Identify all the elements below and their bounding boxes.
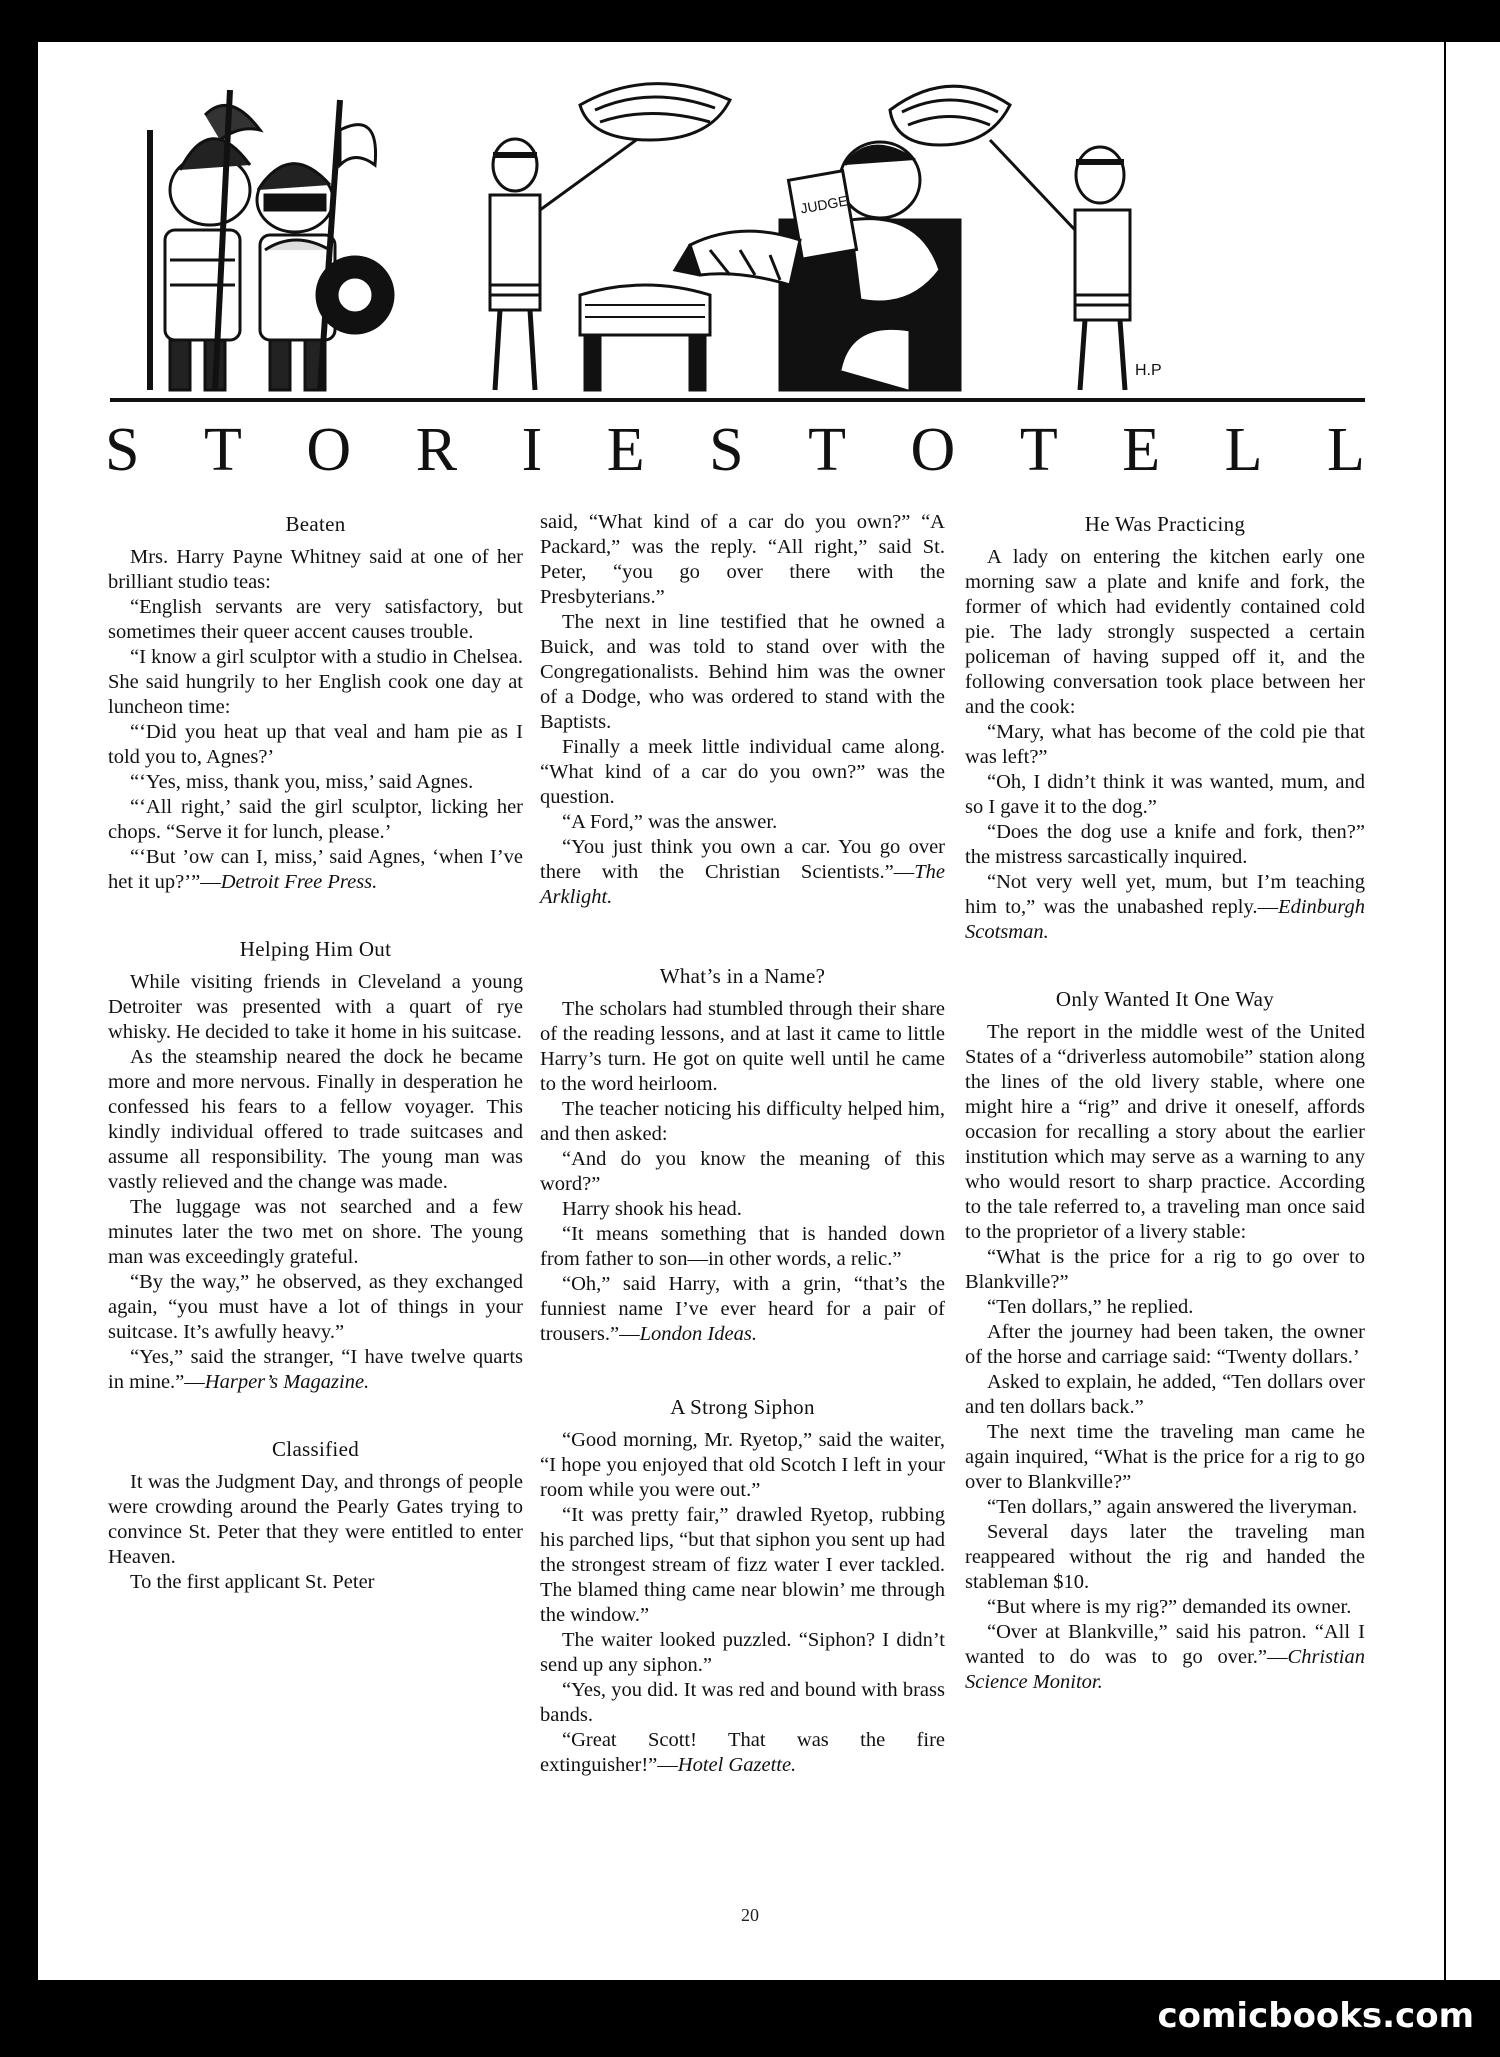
page-number: 20 [741,1905,759,1925]
source-credit: Edinburgh Scotsman. [965,896,1365,943]
paragraph: Finally a meek little individual came along. “What kind of a car do you own?” was the question. [540,736,945,808]
title-letter: T [808,415,846,484]
paragraph: “It means something that is handed down from father to son—in other words, a relic.” [540,1223,945,1270]
judge-magazine-label: JUDGE [799,192,849,217]
column-1 [108,512,523,1595]
column-3 [965,512,1365,1695]
paragraph [965,1620,1365,1695]
paragraph: “‘All right,’ said the girl sculptor, licking her chops. “Serve it for lunch, please.’ [108,796,523,843]
story-title-oneway: Only Wanted It One Way [1055,987,1275,1011]
paragraph: “Oh, I didn’t think it was wanted, mum, and so I gave it to the dog.” [965,771,1365,818]
story-title-name: What’s in a Name? [659,964,826,988]
paragraph: “Yes, you did. It was red and bound with brass bands. [540,1679,945,1726]
paragraph: To the first applicant St. Peter [130,1571,375,1593]
paragraph: “Good morning, Mr. Ryetop,” said the waiter, “I hope you enjoyed that old Scotch I left in your room while you were out.” [540,1429,945,1501]
header-illustration [90,70,1370,405]
paragraph: Asked to explain, he added, “Ten dollars over and ten dollars back.” [965,1371,1365,1418]
paragraph: “A Ford,” was the answer. [562,811,778,833]
title-letter: T [1019,415,1058,484]
story-title-beaten: Beaten [285,512,346,536]
paragraph-text: “Over at Blankville,” said his patron. “All I wanted to do was to go over.”— [965,1621,1365,1668]
reading-man-figure [675,86,1010,390]
column-2 [540,510,945,1778]
paragraph: The luggage was not searched and a few minutes later the two met on shore. The young man was exceedingly grateful. [108,1196,523,1268]
paragraph: As the steamship neared the dock he became more and more nervous. Finally in desperation he confessed his fears to a fellow voyager. This kindly individual offered to trade suitcases and assume all responsibility. The young man was vastly relieved and the change was made. [108,1046,523,1193]
paragraph: “I know a girl sculptor with a studio in Chelsea. She said hungrily to her English cook one day at luncheon time: [108,646,523,718]
paragraph: “What is the price for a rig to go over to Blankville?” [965,1246,1365,1293]
paragraph: Harry shook his head. [562,1198,742,1220]
attendant-right-figure [990,140,1130,390]
paragraph [965,870,1365,945]
story-title-classified: Classified [272,1437,359,1461]
title-letter: O [306,415,352,484]
paragraph: said, “What kind of a car do you own?” “A Packard,” was the reply. “All right,” said St. Peter, “you go over there with the Presbyterians.” [540,511,945,608]
paragraph: “And do you know the meaning of this word?” [540,1148,945,1195]
title-letter: T [204,415,242,484]
story-title-helping: Helping Him Out [239,937,392,961]
source-credit: The Arklight. [540,861,945,908]
paragraph-text: “You just think you own a car. You go over there with the Christian Scientists.”— [540,836,945,883]
paragraph: Several days later the traveling man reappeared without the rig and handed the stableman $10. [965,1521,1365,1593]
paragraph-text: “Yes,” said the stranger, “I have twelve quarts in mine.”— [108,1346,523,1393]
story-title-siphon: A Strong Siphon [670,1395,815,1419]
story-title-practicing: He Was Practicing [1084,512,1246,536]
title-letter: L [1326,415,1365,484]
paragraph: “Mary, what has become of the cold pie that was left?” [965,721,1365,768]
paragraph: While visiting friends in Cleveland a young Detroiter was presented with a quart of rye whisky. He decided to take it home in his suitcase. [108,971,523,1043]
paragraph: After the journey had been taken, the owner of the horse and carriage said: “Twenty dollars.’ [965,1321,1365,1368]
source-credit: Hotel Gazette. [677,1754,797,1776]
paragraph: The teacher noticing his difficulty helped him, and then asked: [540,1098,945,1145]
paragraph: A lady on entering the kitchen early one morning saw a plate and knife and fork, the former of which had evidently contained cold pie. The lady strongly suspected a certain policeman of having supped off it, and the following conversation took place between her and the cook: [965,546,1365,718]
watermark[interactable]: comicbooks.com [1157,1996,1474,2036]
paragraph [540,1272,945,1347]
paragraph: The scholars had stumbled through their share of the reading lessons, and at last it came to little Harry’s turn. He got on quite well until he came to the word heirloom. [540,998,945,1095]
soldiers-figure [150,90,393,390]
paragraph-text: “Oh,” said Harry, with a grin, “that’s the funniest name I’ve ever heard for a pair of trousers.”— [540,1273,945,1345]
title-letter: S [105,415,140,484]
title-letter: L [1224,415,1263,484]
title-letter: O [910,415,956,484]
paragraph: “But where is my rig?” demanded its owner. [987,1596,1352,1618]
paragraph: “English servants are very satisfactory, but sometimes their queer accent causes trouble. [108,596,523,643]
paragraph-text: “‘But ’ow can I, miss,’ said Agnes, ‘when I’ve het it up?’”— [108,846,523,893]
paragraph: “Ten dollars,” again answered the liveryman. [987,1496,1358,1518]
paragraph: It was the Judgment Day, and throngs of people were crowding around the Pearly Gates trying to convince St. Peter that they were entitled to enter Heaven. [108,1471,523,1568]
next-page-edge [1446,42,1500,1980]
paragraph: The next in line testified that he owned a Buick, and was told to stand over with the Congregationalists. Behind him was the owner of a Dodge, who was ordered to stand with the Baptists. [540,611,945,733]
paragraph [540,1728,945,1778]
paragraph: Mrs. Harry Payne Whitney said at one of her brilliant studio teas: [108,546,523,593]
title-letter: E [1122,415,1161,484]
paragraph: “‘Yes, miss, thank you, miss,’ said Agnes. [130,771,474,793]
paragraph [108,1345,523,1395]
source-credit: Harper’s Magazine. [204,1371,370,1393]
paragraph: “‘Did you heat up that veal and ham pie as I told you to, Agnes?’ [108,721,523,768]
paragraph: The next time the traveling man came he again inquired, “What is the price for a rig to go over to Blankville?” [965,1421,1365,1493]
title-letter: I [521,415,543,484]
paragraph: “Ten dollars,” he replied. [987,1296,1194,1318]
source-credit: Detroit Free Press. [220,871,378,893]
paragraph [108,845,523,895]
paragraph: “Does the dog use a knife and fork, then?” the mistress sarcastically inquired. [965,821,1365,868]
paragraph-text: “Great Scott! That was the fire extinguisher!”— [540,1729,945,1776]
section-title [105,410,1365,490]
paragraph: The report in the middle west of the United States of a “driverless automobile” station along the lines of the old livery stable, where one might hire a “rig” and drive it oneself, affords occasion for recalling a story about the earlier institution which may serve as a warning to any who would resort to sharp practice. According to the tale referred to, a traveling man once said to the proprietor of a livery stable: [965,1021,1365,1243]
paragraph: “It was pretty fair,” drawled Ryetop, rubbing his parched lips, “but that siphon you sent up had the strongest stream of fizz water I ever tackled. The blamed thing came near blowin’ me through the window.” [540,1504,945,1626]
source-credit: London Ideas. [639,1323,757,1345]
paragraph-text: “Not very well yet, mum, but I’m teaching him to,” was the unabashed reply.— [965,871,1365,918]
source-credit: Christian Science Monitor. [965,1646,1365,1693]
paragraph: “By the way,” he observed, as they exchanged again, “you must have a lot of things in your suitcase. It’s awfully heavy.” [108,1271,523,1343]
artist-signature: H.P [1135,362,1162,379]
title-letter: S [709,415,744,484]
title-letter: E [606,415,645,484]
paragraph [540,835,945,910]
title-letter: R [415,415,458,484]
paragraph: The waiter looked puzzled. “Siphon? I didn’t send up any siphon.” [540,1629,945,1676]
footstool [580,285,710,390]
